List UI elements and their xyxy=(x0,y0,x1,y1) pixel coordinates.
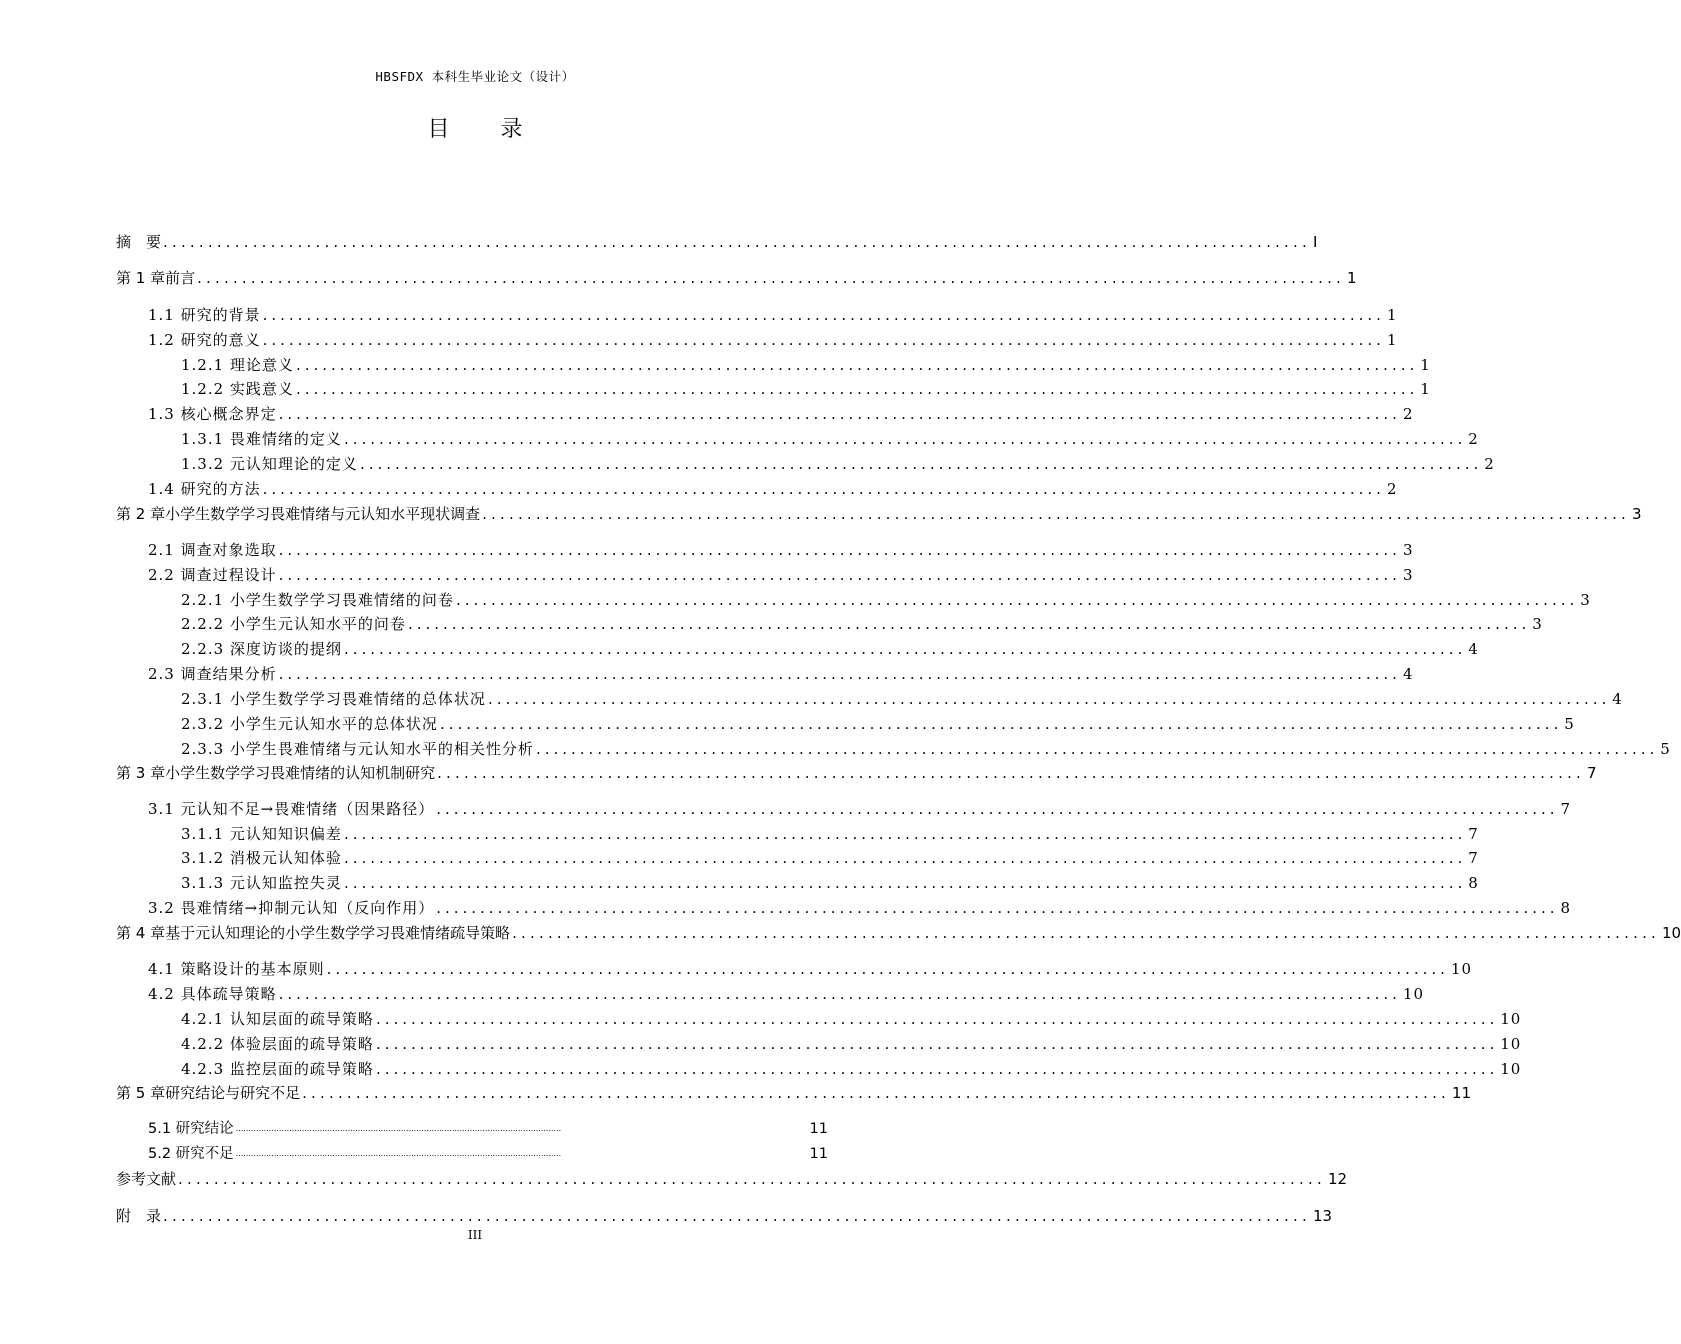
toc-entry-2-2[interactable] xyxy=(148,565,1414,585)
toc-entry-label: 5.2 研究不足 xyxy=(148,1146,234,1162)
toc-leader-dots: ................................................................................................................................ xyxy=(262,480,1385,498)
toc-entry-2-3[interactable] xyxy=(148,664,1414,684)
toc-entry-page: 3 xyxy=(1402,566,1414,584)
toc-entry-label: 4.2.2 体验层面的疏导策略 xyxy=(181,1035,374,1053)
toc-entry-1-2-1[interactable] xyxy=(181,355,1431,375)
toc-entry-1-3-1[interactable] xyxy=(181,429,1479,449)
toc-leader-dots: ................................................................................................................................ xyxy=(439,715,1563,733)
toc-entry-label: 1.1 研究的背景 xyxy=(148,306,261,324)
toc-entry-label: 1.3 核心概念界定 xyxy=(148,405,277,423)
toc-entry-1-4[interactable] xyxy=(148,479,1398,499)
page-header: HBSFDX 本科生毕业论文（设计） xyxy=(375,69,575,84)
toc-leader-dots: ................................................................................................................................ xyxy=(197,269,1346,287)
toc-leader-dots: ................................................................................................................................ xyxy=(343,825,1467,843)
toc-entry-label: 4.2 具体疏导策略 xyxy=(148,985,277,1003)
toc-entry-label: 3.2 畏难情绪→抑制元认知（反向作用） xyxy=(148,899,435,917)
toc-entry-label: 3.1.1 元认知知识偏差 xyxy=(181,825,342,843)
toc-entry-page: 2 xyxy=(1468,430,1479,448)
toc-entry-label: 第 1 章前言 xyxy=(116,269,196,287)
toc-entry-page: 10 xyxy=(1662,924,1681,942)
toc-entry-2-2-3[interactable] xyxy=(181,639,1479,659)
toc-entry-label: 2.2.2 小学生元认知水平的问卷 xyxy=(181,615,406,633)
toc-entry-label: 2.3 调查结果分析 xyxy=(148,665,277,683)
toc-leader-dots: ................................................................................................................................ xyxy=(343,640,1467,658)
toc-entry-page: 3 xyxy=(1632,505,1642,523)
toc-entry-label: 附 录 xyxy=(116,1207,162,1225)
toc-entry-label: 2.2.1 小学生数学学习畏难情绪的问卷 xyxy=(181,591,454,609)
toc-entry-page: 10 xyxy=(1500,1035,1522,1053)
toc-entry-abstract[interactable] xyxy=(116,232,1318,252)
toc-leader-dots: ................................................................................................................................ xyxy=(535,740,1659,758)
toc-leader-dots: ................................................................................................................................ xyxy=(295,356,1419,374)
toc-entry-label: 1.3.2 元认知理论的定义 xyxy=(181,455,358,473)
toc-entry-label: 第 5 章研究结论与研究不足 xyxy=(116,1084,301,1102)
toc-entry-page: 13 xyxy=(1312,1207,1333,1225)
toc-entry-page: 8 xyxy=(1560,899,1572,917)
toc-entry-page: 1 xyxy=(1386,331,1398,349)
toc-entry-label: 第 4 章基于元认知理论的小学生数学学习畏难情绪疏导策略 xyxy=(116,924,511,942)
toc-entry-appendix[interactable] xyxy=(116,1206,1333,1226)
toc-leader-dots: ................................................................................................................................ xyxy=(375,1060,1499,1078)
toc-entry-1-2[interactable] xyxy=(148,330,1398,350)
toc-leader-dots: ................................................................................................................................ xyxy=(407,615,1531,633)
toc-entry-label: 3.1.2 消极元认知体验 xyxy=(181,849,342,867)
toc-entry-page: 3 xyxy=(1402,541,1414,559)
toc-leader-dots: ................................................................................................................................ xyxy=(487,690,1611,708)
toc-entry-4-2-3[interactable] xyxy=(181,1059,1522,1079)
toc-leader-dots: ................................................................................................................................ xyxy=(178,1170,1326,1188)
toc-entry-label: 2.2.3 深度访谈的提纲 xyxy=(181,640,342,658)
toc-entry-label: 2.3.2 小学生元认知水平的总体状况 xyxy=(181,715,438,733)
toc-leader-dots: ................................................................................................................................ xyxy=(375,1010,1499,1028)
toc-entry-2-3-1[interactable] xyxy=(181,689,1623,709)
toc-leader-dots: ................................................................................................................................ xyxy=(455,591,1579,609)
toc-entry-2-1[interactable] xyxy=(148,540,1414,560)
toc-entry-page: 1 xyxy=(1420,380,1431,398)
toc-entry-5-1[interactable] xyxy=(148,1119,828,1139)
toc-entry-page: 3 xyxy=(1580,591,1591,609)
toc-entry-3-1-2[interactable] xyxy=(181,848,1479,868)
toc-leader-dots: ................................................................................................................................ xyxy=(278,985,1401,1003)
toc-entry-chapter-4[interactable] xyxy=(116,923,1681,943)
toc-entry-chapter-5[interactable] xyxy=(116,1083,1472,1103)
toc-leader-dots: ................................................................................................................................ xyxy=(235,1124,562,1133)
toc-entry-label: 4.2.3 监控层面的疏导策略 xyxy=(181,1060,374,1078)
toc-entry-page: 12 xyxy=(1327,1170,1348,1188)
toc-entry-label: 2.3.1 小学生数学学习畏难情绪的总体状况 xyxy=(181,690,486,708)
toc-leader-dots: ................................................................................................................................ xyxy=(482,505,1631,523)
toc-leader-dots: ................................................................................................................................ xyxy=(343,430,1467,448)
toc-entry-chapter-3[interactable] xyxy=(116,763,1597,783)
toc-leader-dots: ................................................................................................................................ xyxy=(436,899,1559,917)
toc-entry-3-1-3[interactable] xyxy=(181,873,1479,893)
toc-entry-page: 4 xyxy=(1402,665,1414,683)
toc-entry-page: 7 xyxy=(1560,800,1572,818)
toc-entry-2-3-2[interactable] xyxy=(181,714,1575,734)
toc-entry-label: 3.1 元认知不足→畏难情绪（因果路径） xyxy=(148,800,435,818)
toc-entry-label: 3.1.3 元认知监控失灵 xyxy=(181,874,342,892)
toc-entry-page: 10 xyxy=(1450,960,1473,978)
toc-entry-5-2[interactable] xyxy=(148,1144,828,1164)
toc-entry-label: 第 3 章小学生数学学习畏难情绪的认知机制研究 xyxy=(116,764,436,782)
toc-entry-2-2-2[interactable] xyxy=(181,614,1543,634)
toc-entry-label: 4.2.1 认知层面的疏导策略 xyxy=(181,1010,374,1028)
toc-entry-1-3-2[interactable] xyxy=(181,454,1495,474)
toc-entry-chapter-1[interactable] xyxy=(116,268,1357,288)
toc-entry-label: 1.2.1 理论意义 xyxy=(181,356,294,374)
toc-entry-page: 10 xyxy=(1500,1060,1522,1078)
toc-leader-dots: ................................................................................................................................ xyxy=(235,1149,562,1158)
toc-entry-page: 2 xyxy=(1402,405,1414,423)
toc-entry-page: 10 xyxy=(1500,1010,1522,1028)
toc-entry-label: 1.2.2 实践意义 xyxy=(181,380,294,398)
toc-leader-dots: ................................................................................................................................ xyxy=(326,960,1449,978)
toc-entry-page: 7 xyxy=(1587,764,1597,782)
toc-leader-dots: ................................................................................................................................ xyxy=(436,800,1559,818)
toc-entry-page: 5 xyxy=(1660,740,1671,758)
toc-entry-label: 1.3.1 畏难情绪的定义 xyxy=(181,430,342,448)
toc-entry-page: 1 xyxy=(1386,306,1398,324)
toc-leader-dots: ................................................................................................................................ xyxy=(278,541,1401,559)
toc-entry-page: 7 xyxy=(1468,825,1479,843)
toc-leader-dots: ................................................................................................................................ xyxy=(262,306,1385,324)
toc-entry-page: 5 xyxy=(1564,715,1575,733)
toc-entry-label: 参考文献 xyxy=(116,1170,177,1188)
toc-leader-dots: ................................................................................................................................ xyxy=(343,849,1467,867)
toc-entry-references[interactable] xyxy=(116,1169,1348,1189)
toc-leader-dots: ................................................................................................................................ xyxy=(343,874,1467,892)
toc-entry-label: 5.1 研究结论 xyxy=(148,1121,234,1137)
toc-entry-label: 第 2 章小学生数学学习畏难情绪与元认知水平现状调查 xyxy=(116,505,481,523)
toc-entry-3-1[interactable] xyxy=(148,799,1572,819)
toc-leader-dots: ................................................................................................................................ xyxy=(359,455,1483,473)
toc-entry-label: 2.1 调查对象选取 xyxy=(148,541,277,559)
toc-entry-label: 2.3.3 小学生畏难情绪与元认知水平的相关性分析 xyxy=(181,740,534,758)
page-title: 目 录 xyxy=(427,117,545,142)
toc-entry-page: 8 xyxy=(1468,874,1479,892)
toc-entry-page: 11 xyxy=(809,1121,828,1137)
toc-entry-page: 2 xyxy=(1484,455,1495,473)
toc-leader-dots: ................................................................................................................................ xyxy=(262,331,1385,349)
toc-entry-page: 4 xyxy=(1468,640,1479,658)
toc-entry-4-2-1[interactable] xyxy=(181,1009,1522,1029)
toc-entry-3-2[interactable] xyxy=(148,898,1572,918)
toc-entry-4-2-2[interactable] xyxy=(181,1034,1522,1054)
toc-entry-label: 1.2 研究的意义 xyxy=(148,331,261,349)
toc-entry-page: 11 xyxy=(1452,1084,1472,1102)
toc-entry-label: 2.2 调查过程设计 xyxy=(148,566,277,584)
toc-entry-chapter-2[interactable] xyxy=(116,504,1642,524)
toc-entry-page: 2 xyxy=(1386,480,1398,498)
toc-entry-4-2[interactable] xyxy=(148,984,1425,1004)
toc-leader-dots: ................................................................................................................................ xyxy=(278,566,1401,584)
toc-entry-page: 11 xyxy=(809,1146,828,1162)
toc-entry-1-2-2[interactable] xyxy=(181,379,1431,399)
toc-entry-page: 7 xyxy=(1468,849,1479,867)
toc-leader-dots: ................................................................................................................................ xyxy=(512,924,1661,942)
toc-leader-dots: ................................................................................................................................ xyxy=(295,380,1419,398)
toc-leader-dots: ................................................................................................................................ xyxy=(375,1035,1499,1053)
toc-leader-dots: ................................................................................................................................ xyxy=(163,233,1311,251)
toc-entry-4-1[interactable] xyxy=(148,959,1473,979)
toc-entry-page: 3 xyxy=(1532,615,1543,633)
toc-entry-page: 10 xyxy=(1402,985,1425,1003)
toc-entry-1-1[interactable] xyxy=(148,305,1398,325)
toc-leader-dots: ................................................................................................................................ xyxy=(163,1207,1311,1225)
toc-leader-dots: ................................................................................................................................ xyxy=(278,405,1401,423)
page-number: III xyxy=(467,1228,483,1242)
toc-entry-3-1-1[interactable] xyxy=(181,824,1479,844)
toc-entry-page: 1 xyxy=(1420,356,1431,374)
toc-leader-dots: ................................................................................................................................ xyxy=(302,1084,1451,1102)
toc-entry-label: 4.1 策略设计的基本原则 xyxy=(148,960,325,978)
toc-entry-1-3[interactable] xyxy=(148,404,1414,424)
toc-leader-dots: ................................................................................................................................ xyxy=(278,665,1401,683)
toc-entry-page: 4 xyxy=(1612,690,1623,708)
toc-leader-dots: ................................................................................................................................ xyxy=(437,764,1586,782)
toc-entry-label: 摘 要 xyxy=(116,233,162,251)
toc-entry-2-3-3[interactable] xyxy=(181,739,1671,759)
toc-entry-2-2-1[interactable] xyxy=(181,590,1591,610)
toc-entry-page: 1 xyxy=(1347,269,1357,287)
toc-entry-page: I xyxy=(1312,233,1318,251)
toc-entry-label: 1.4 研究的方法 xyxy=(148,480,261,498)
